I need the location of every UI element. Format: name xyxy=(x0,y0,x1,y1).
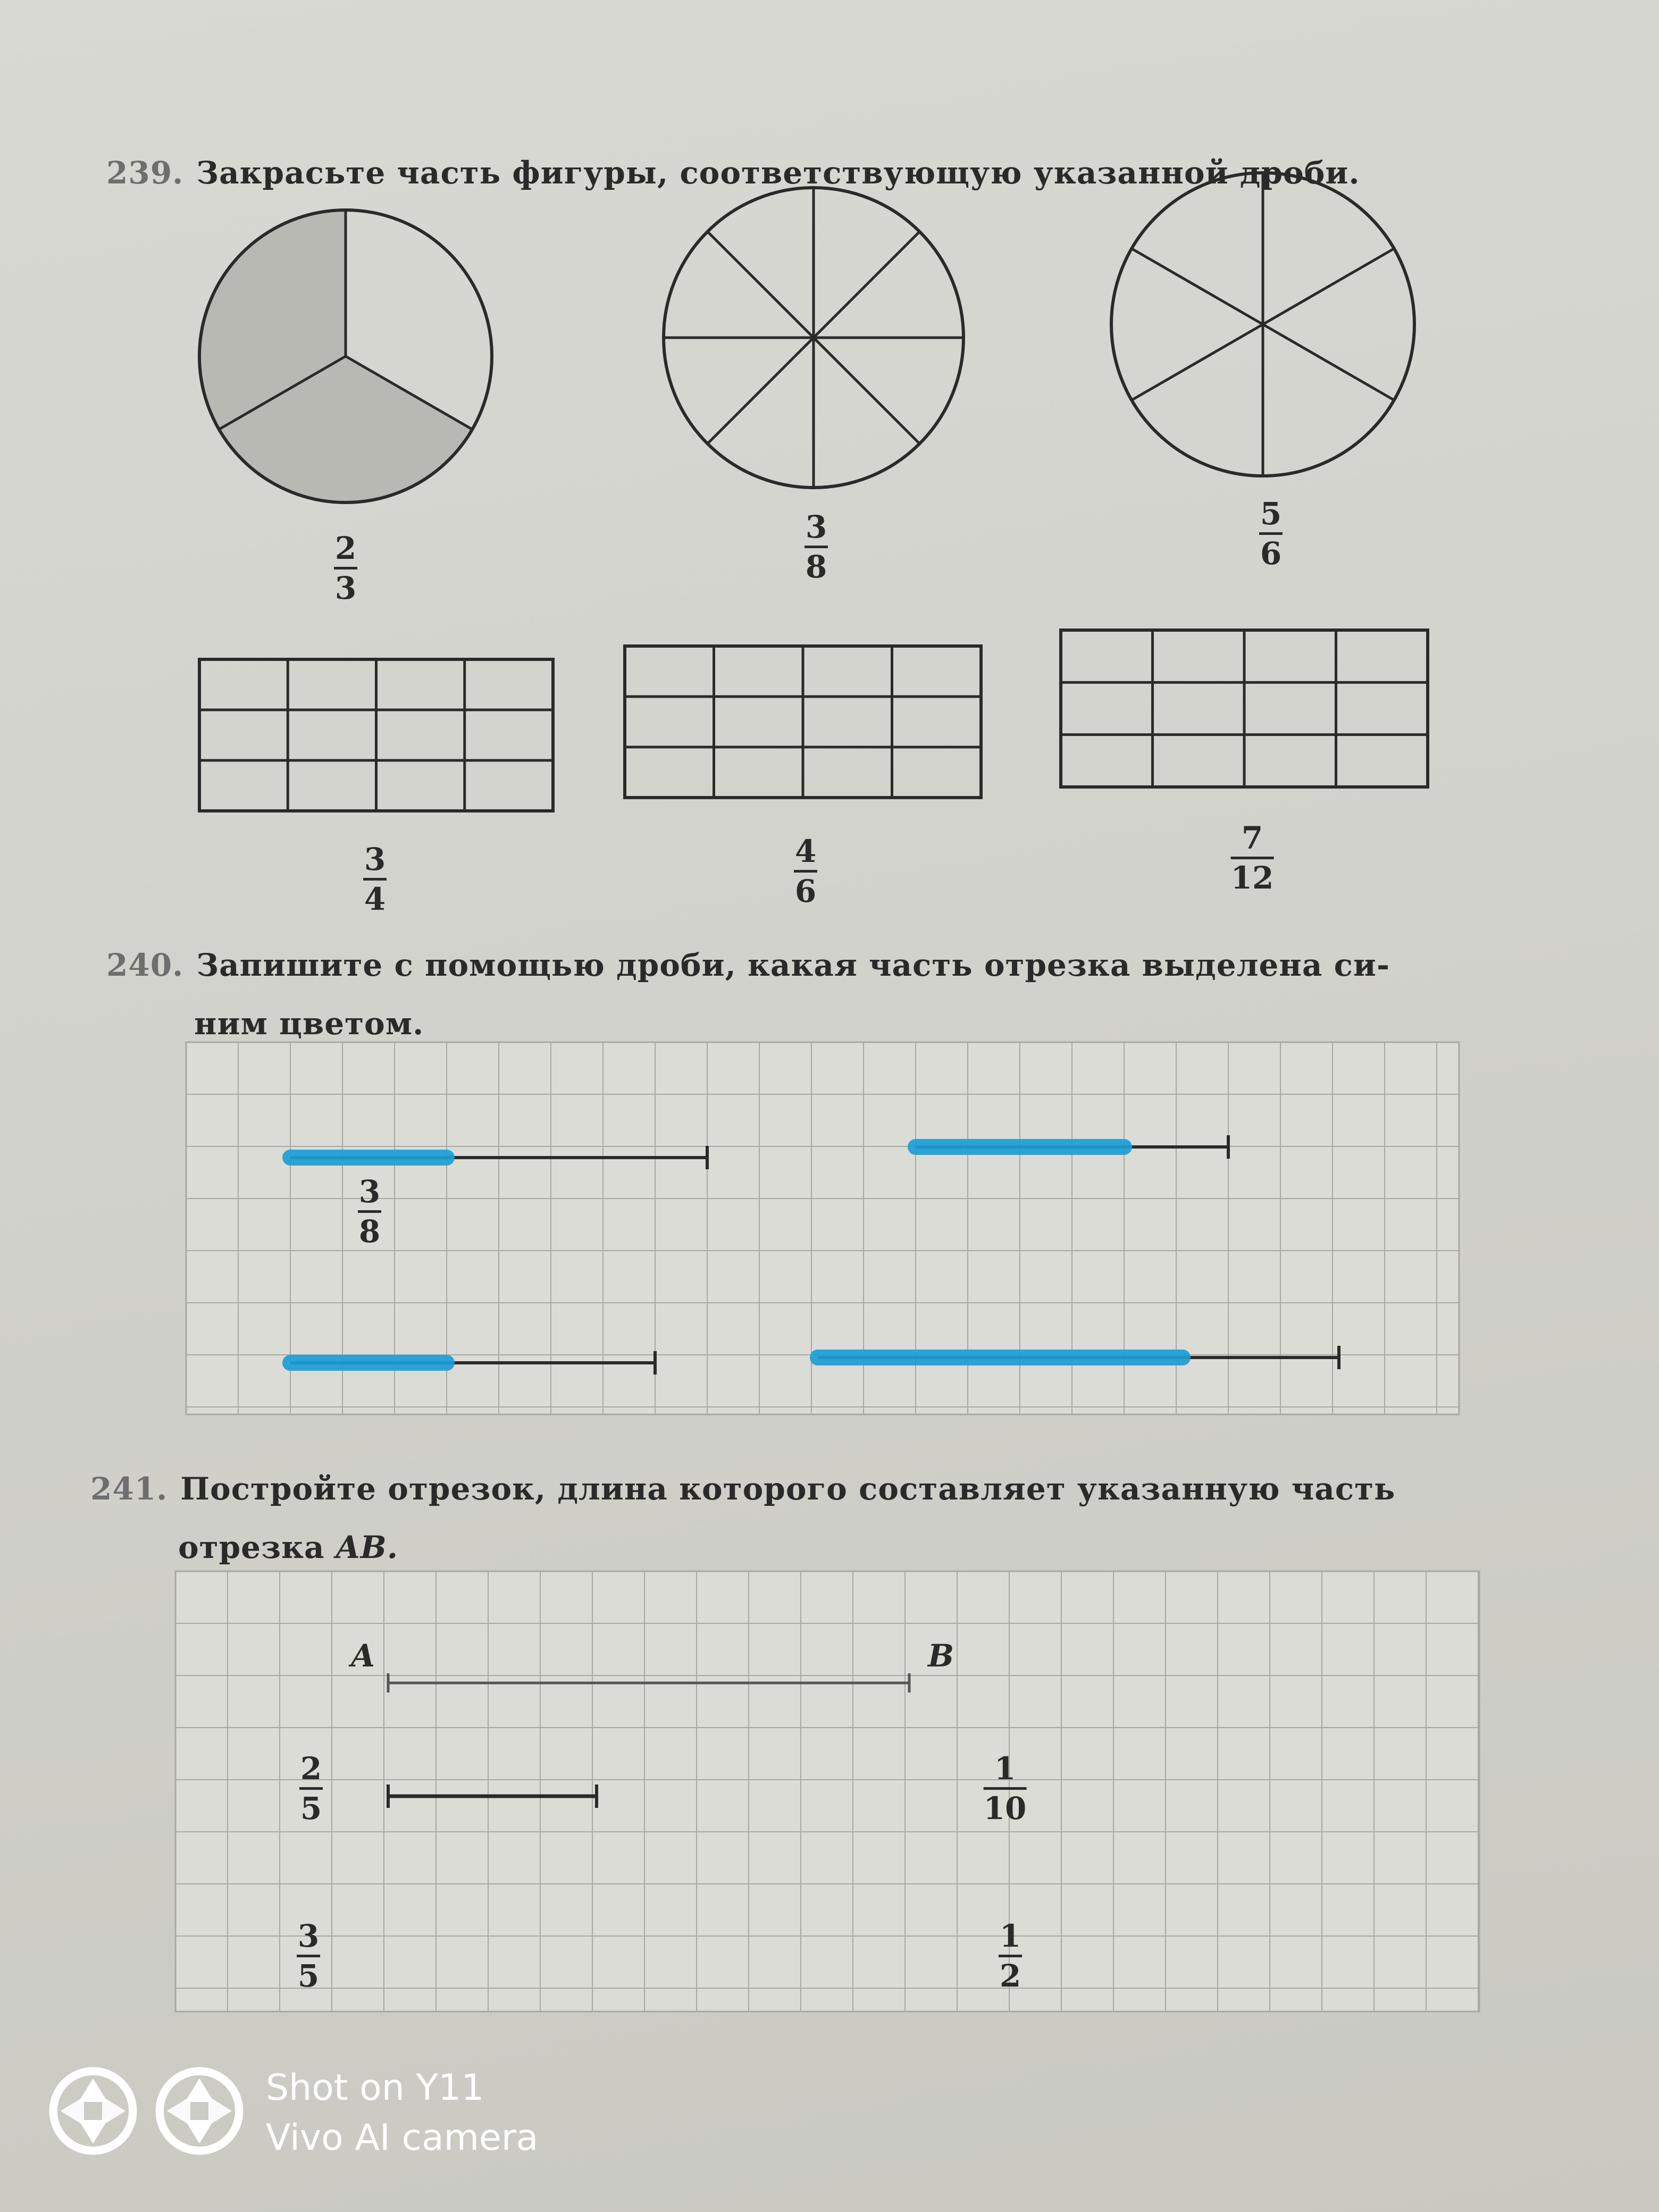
watermark-line-2: Vivo AI camera xyxy=(266,2117,539,2159)
task-240-answer-fraction xyxy=(358,1175,381,1248)
fraction-bar xyxy=(358,1210,381,1213)
task-241-segment-name: AB. xyxy=(336,1529,398,1565)
camera-shutter-icon-2 xyxy=(154,2066,245,2156)
fraction-denominator: 6 xyxy=(1260,535,1282,572)
fraction-numerator: 3 xyxy=(364,841,386,877)
task-240-text-line1: Запишите с помощью дроби, какая часть отрезка выделена си- xyxy=(196,947,1390,983)
circle-radius-line xyxy=(1263,324,1394,400)
fraction-bar xyxy=(984,1787,1027,1790)
task-241-fraction-1-10 xyxy=(984,1752,1027,1825)
circle-radius-line xyxy=(1132,249,1263,325)
watermark-line-1: Shot on Y11 xyxy=(266,2067,484,2109)
point-b-label: B xyxy=(928,1638,954,1674)
fraction-numerator: 3 xyxy=(297,1918,320,1954)
fraction-numerator: 1 xyxy=(994,1750,1016,1787)
fraction-numerator: 2 xyxy=(300,1750,322,1787)
camera-watermark xyxy=(266,2063,538,2163)
fraction-numerator: 7 xyxy=(1241,820,1263,856)
circle-radius-line xyxy=(814,338,919,443)
circle-radius-line xyxy=(1132,324,1263,400)
camera-shutter-icon-1 xyxy=(48,2066,138,2156)
circle-radius-line xyxy=(814,232,919,338)
task-241-number: 241. xyxy=(90,1471,168,1507)
task-241-text-line1: Постройте отрезок, длина которого составляет указанную часть xyxy=(180,1471,1396,1507)
task-241-fraction-2-5 xyxy=(299,1752,323,1825)
fraction-numerator: 3 xyxy=(358,1174,381,1210)
circle-radius-line xyxy=(1263,249,1394,325)
task-239-number: 239. xyxy=(106,155,184,191)
task-241-word: отрезка xyxy=(178,1529,325,1565)
task-241-fraction-3-5 xyxy=(297,1920,320,1992)
circle-radius-line xyxy=(708,338,814,443)
task-240-number: 240. xyxy=(106,947,184,983)
fraction-bar xyxy=(297,1955,320,1957)
task-239-text: Закрасьте часть фигуры, соответствующую указанной дроби. xyxy=(196,155,1360,191)
fraction-denominator: 12 xyxy=(1230,860,1274,896)
fraction-denominator: 2 xyxy=(999,1958,1021,1994)
fraction-numerator: 1 xyxy=(999,1918,1021,1954)
fraction-numerator: 5 xyxy=(1260,496,1282,532)
fraction-bar xyxy=(299,1787,323,1790)
fraction-denominator: 10 xyxy=(983,1790,1027,1826)
fraction-denominator: 5 xyxy=(300,1790,322,1826)
fraction-denominator: 8 xyxy=(805,549,827,585)
circle-radius-line xyxy=(708,232,814,338)
task-241-fraction-1-2 xyxy=(999,1920,1022,1992)
fraction-numerator: 4 xyxy=(794,833,817,869)
fraction-denominator: 3 xyxy=(334,570,357,606)
fraction-numerator: 2 xyxy=(334,530,357,566)
task-240-text-line2: ним цветом. xyxy=(194,1006,424,1042)
fraction-numerator: 3 xyxy=(805,509,827,545)
point-a-label: A xyxy=(351,1638,375,1674)
fraction-denominator: 5 xyxy=(297,1958,320,1994)
fraction-bar xyxy=(999,1955,1022,1957)
fraction-denominator: 4 xyxy=(364,881,386,917)
fraction-denominator: 6 xyxy=(794,873,817,909)
fraction-denominator: 8 xyxy=(358,1213,381,1250)
